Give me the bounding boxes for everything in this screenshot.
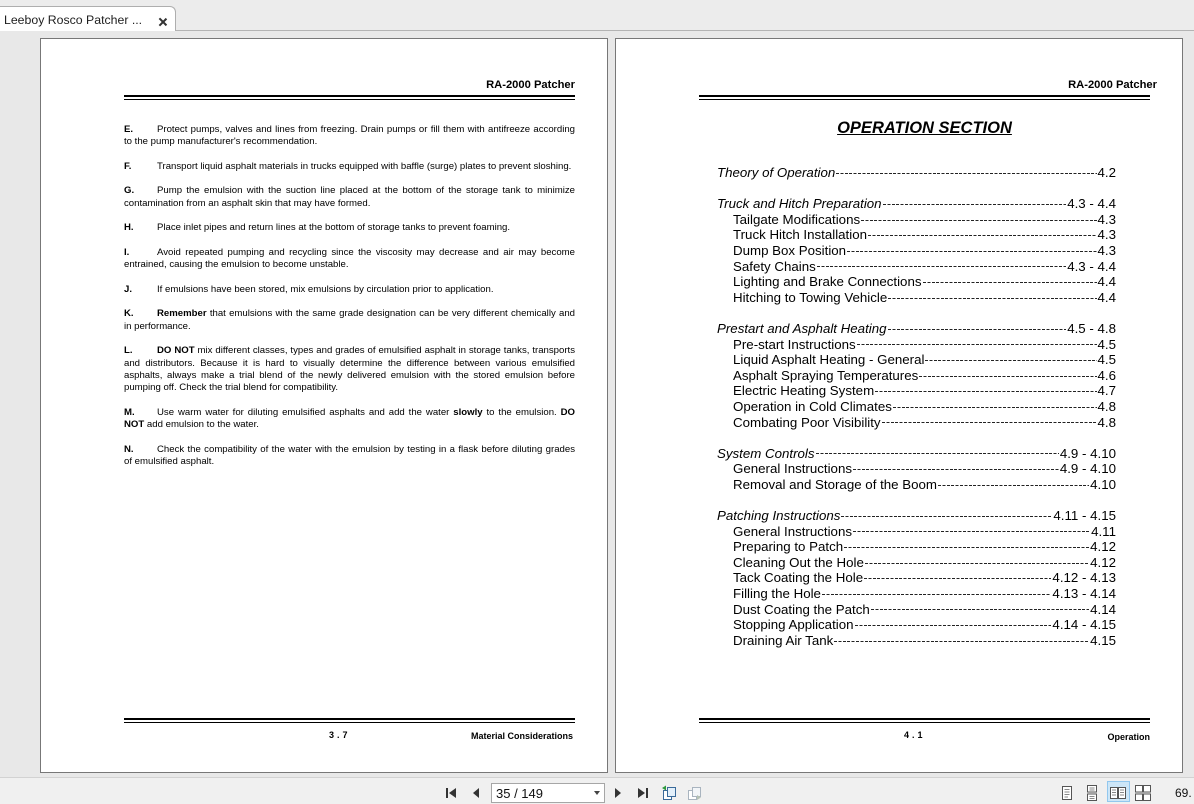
toc-page-range: 4.3 bbox=[1097, 211, 1116, 227]
toc-page-range: 4.8 bbox=[1097, 398, 1116, 414]
toc-entry-title: Cleaning Out the Hole bbox=[733, 554, 864, 570]
toc-entry-title: Preparing to Patch bbox=[733, 539, 844, 555]
toc-page-range: 4.9 - 4.10 bbox=[1059, 461, 1116, 477]
toc-subsection-row bbox=[717, 399, 1116, 415]
paragraph-text: Place inlet pipes and return lines at the bottom of storage tanks to prevent foaming. bbox=[157, 222, 511, 234]
emphasis-text: Remember bbox=[157, 308, 207, 320]
toc-section bbox=[717, 508, 1116, 648]
toc-subsection-row bbox=[717, 570, 1116, 586]
toc-leader bbox=[893, 407, 1097, 408]
toc-leader bbox=[816, 453, 1059, 454]
toc-page-range: 4.7 bbox=[1097, 383, 1116, 399]
toc-leader bbox=[882, 422, 1097, 423]
paragraph-letter: I. bbox=[124, 246, 130, 258]
toc-subsection-row bbox=[717, 227, 1116, 243]
emphasis-text: DO NOT bbox=[157, 345, 195, 357]
zoom-level-field[interactable]: 69. bbox=[1175, 786, 1192, 800]
bottom-toolbar bbox=[0, 777, 1194, 804]
toc-leader bbox=[853, 531, 1090, 532]
toc-entry-title: Tailgate Modifications bbox=[733, 211, 861, 227]
paragraph-text: Check the compatibility of the water with the emulsion by testing in a flask before diluting grades of emulsified asphalt. bbox=[124, 443, 575, 468]
toc-page-range: 4.9 - 4.10 bbox=[1059, 445, 1116, 461]
toc-subsection-row bbox=[717, 602, 1116, 618]
toc-subsection-row bbox=[717, 539, 1116, 555]
toc-section bbox=[717, 321, 1116, 430]
paragraph-letter: H. bbox=[124, 222, 134, 234]
paragraph bbox=[124, 444, 575, 469]
toc-leader bbox=[875, 391, 1096, 392]
previous-page-icon[interactable] bbox=[468, 785, 484, 801]
page-left bbox=[40, 38, 608, 773]
footer-rule bbox=[124, 718, 575, 723]
toc-subsection-row bbox=[717, 383, 1116, 399]
toc-section bbox=[717, 196, 1116, 305]
next-page-icon[interactable] bbox=[610, 785, 626, 801]
paragraph-letter: F. bbox=[124, 160, 132, 172]
toc-leader bbox=[888, 298, 1096, 299]
toc-subsection-row bbox=[717, 524, 1116, 540]
toc-leader bbox=[938, 485, 1089, 486]
toc-page-range: 4.6 bbox=[1097, 367, 1116, 383]
toc-subsection-row bbox=[717, 259, 1116, 275]
paragraph bbox=[124, 247, 575, 272]
paragraph-text: Protect pumps, valves and lines from freezing. Drain pumps or fill them with antifreeze according to the pump manufacturer's recommendation. bbox=[124, 124, 575, 148]
footer-section-title: Operation bbox=[1107, 732, 1150, 742]
toc-entry-title: Dump Box Position bbox=[733, 242, 847, 258]
toc-subsection-row bbox=[717, 212, 1116, 228]
toc-entry-title: Hitching to Towing Vehicle bbox=[733, 289, 888, 305]
toc-entry-title: Liquid Asphalt Heating - General bbox=[733, 352, 925, 368]
toc-section-row bbox=[717, 321, 1116, 337]
toc-leader bbox=[919, 376, 1096, 377]
paragraph bbox=[124, 185, 575, 210]
paragraph bbox=[124, 345, 575, 394]
toc-subsection-row bbox=[717, 461, 1116, 477]
toc-subsection-row bbox=[717, 274, 1116, 290]
footer-rule bbox=[699, 718, 1150, 723]
paragraph bbox=[124, 308, 575, 333]
first-page-icon[interactable] bbox=[443, 785, 459, 801]
toc-subsection-row bbox=[717, 243, 1116, 259]
tab-bar bbox=[0, 0, 1194, 31]
toc-entry-title: Dust Coating the Patch bbox=[733, 601, 870, 617]
toc-leader bbox=[923, 282, 1097, 283]
toc-page-range: 4.3 - 4.4 bbox=[1067, 196, 1116, 212]
toc-subsection-row bbox=[717, 415, 1116, 431]
toc-section-row bbox=[717, 165, 1116, 181]
page-number-field[interactable] bbox=[491, 783, 605, 803]
close-icon[interactable] bbox=[158, 17, 168, 27]
toc-subsection-row bbox=[717, 368, 1116, 384]
toc-entry-title: Draining Air Tank bbox=[733, 632, 834, 648]
paragraph-text: to the emulsion. bbox=[482, 406, 561, 418]
toc-leader bbox=[855, 625, 1052, 626]
toc-entry-title: Electric Heating System bbox=[733, 383, 875, 399]
toc-entry-title: Combating Poor Visibility bbox=[733, 414, 881, 430]
paragraph bbox=[124, 161, 575, 173]
toc-page-range: 4.12 bbox=[1090, 539, 1116, 555]
paragraph-text: Pump the emulsion with the suction line placed at the bottom of the storage tank to minimize contamination from an asphalt skin that may have formed. bbox=[124, 185, 575, 209]
toc-page-range: 4.3 bbox=[1097, 227, 1116, 243]
toc-page-range: 4.3 - 4.4 bbox=[1067, 258, 1116, 274]
toc-subsection-row bbox=[717, 352, 1116, 368]
page-header: RA-2000 Patcher bbox=[486, 79, 575, 91]
toc-page-range: 4.5 bbox=[1097, 336, 1116, 352]
toc-entry-title: Patching Instructions bbox=[717, 508, 841, 524]
toc-page-range: 4.10 bbox=[1090, 476, 1116, 492]
last-page-icon[interactable] bbox=[635, 785, 651, 801]
toc-page-range: 4.2 bbox=[1097, 165, 1116, 180]
paragraph-text: If emulsions have been stored, mix emulsions by circulation prior to application. bbox=[157, 283, 494, 295]
toc-entry-title: Pre-start Instructions bbox=[733, 336, 856, 352]
page-number-value[interactable]: 35 / 149 bbox=[496, 786, 543, 801]
paragraph-text: add emulsion to the water. bbox=[144, 419, 259, 431]
paragraph-letter: L. bbox=[124, 345, 133, 357]
toc-leader bbox=[925, 360, 1096, 361]
toc-entry-title: Theory of Operation bbox=[717, 165, 836, 180]
next-view-icon[interactable] bbox=[686, 785, 702, 801]
single-page-view-icon[interactable] bbox=[1059, 785, 1075, 801]
toc-entry-title: Prestart and Asphalt Heating bbox=[717, 320, 887, 336]
page-body-text bbox=[124, 124, 575, 481]
toc-leader bbox=[844, 547, 1089, 548]
facing-view-icon[interactable] bbox=[1110, 785, 1126, 801]
paragraph bbox=[124, 222, 575, 234]
toc-page-range: 4.13 - 4.14 bbox=[1052, 586, 1116, 602]
paragraph bbox=[124, 124, 575, 149]
toc-leader bbox=[834, 641, 1089, 642]
toc-section-row bbox=[717, 446, 1116, 462]
toc-subsection-row bbox=[717, 337, 1116, 353]
toc-entry-title: Asphalt Spraying Temperatures bbox=[733, 367, 919, 383]
toc-page-range: 4.12 - 4.13 bbox=[1052, 570, 1116, 586]
toc-subsection-row bbox=[717, 617, 1116, 633]
continuous-view-icon[interactable] bbox=[1084, 785, 1100, 801]
toc-leader bbox=[817, 266, 1066, 267]
paragraph-text: mix different classes, types and grades of emulsified asphalt in storage tanks, transports and distributors. Because it is hard to visually determine the difference between various emulsified asphalts, always make a trial blend of the newly delivered emulsion with the stored emulsion before pumping off. Check the trial blend for compatibility. bbox=[124, 345, 575, 394]
document-tab[interactable] bbox=[0, 6, 176, 31]
paragraph bbox=[124, 407, 575, 432]
document-viewer[interactable] bbox=[0, 31, 1194, 777]
toc-leader bbox=[871, 609, 1089, 610]
toc-subsection-row bbox=[717, 290, 1116, 306]
toc-page-range: 4.14 - 4.15 bbox=[1052, 617, 1116, 633]
toc-page-range: 4.3 bbox=[1097, 242, 1116, 258]
paragraph-letter: K. bbox=[124, 308, 134, 320]
toc-leader bbox=[861, 220, 1096, 221]
toc-entry-title: Truck and Hitch Preparation bbox=[717, 196, 882, 212]
paragraph-text: Transport liquid asphalt materials in trucks equipped with baffle (surge) plates to prevent sloshing. bbox=[157, 160, 572, 172]
toc-leader bbox=[857, 344, 1097, 345]
page-number: 4.1 bbox=[904, 730, 926, 740]
toc-page-range: 4.4 bbox=[1097, 289, 1116, 305]
toc-leader bbox=[888, 329, 1067, 330]
toc-entry-title: Truck Hitch Installation bbox=[733, 227, 868, 243]
toc-entry-title: Tack Coating the Hole bbox=[733, 570, 864, 586]
toc-leader bbox=[822, 594, 1051, 595]
toc-entry-title: Removal and Storage of the Boom bbox=[733, 476, 938, 492]
page-number: 3.7 bbox=[329, 730, 351, 740]
toc-page-range: 4.4 bbox=[1097, 274, 1116, 290]
emphasis-text: DO NOT bbox=[124, 406, 576, 431]
page-header: RA-2000 Patcher bbox=[1068, 79, 1157, 91]
toc-entry-title: General Instructions bbox=[733, 461, 852, 477]
header-rule bbox=[124, 95, 575, 100]
section-title: OPERATION SECTION bbox=[837, 119, 1012, 137]
toc-entry-title: System Controls bbox=[717, 445, 815, 461]
paragraph-letter: M. bbox=[124, 406, 135, 418]
toc-leader bbox=[836, 173, 1096, 174]
paragraph-text: Avoid repeated pumping and recycling since the viscosity may decrease and air may become entrained, causing the emulsion to become unstable. bbox=[124, 246, 575, 271]
toc-subsection-row bbox=[717, 555, 1116, 571]
toc-leader bbox=[865, 563, 1089, 564]
toc-leader bbox=[847, 251, 1096, 252]
paragraph-text: Use warm water for diluting emulsified asphalts and add the water bbox=[157, 406, 454, 418]
chevron-down-icon[interactable] bbox=[594, 791, 600, 795]
paragraph bbox=[124, 284, 575, 296]
paragraph-text: that emulsions with the same grade designation can be very different chemically and in performance. bbox=[124, 308, 575, 332]
toc-page-range: 4.11 - 4.15 bbox=[1053, 508, 1116, 524]
toc-section bbox=[717, 446, 1116, 493]
toc-leader bbox=[841, 516, 1052, 517]
toc-subsection-row bbox=[717, 477, 1116, 493]
previous-view-icon[interactable] bbox=[661, 785, 677, 801]
emphasis-text: slowly bbox=[453, 406, 483, 418]
header-rule bbox=[699, 95, 1150, 100]
toc-leader bbox=[883, 204, 1067, 205]
toc-page-range: 4.15 bbox=[1090, 632, 1116, 648]
table-of-contents bbox=[717, 165, 1116, 648]
paragraph-letter: E. bbox=[124, 124, 134, 135]
toc-subsection-row bbox=[717, 586, 1116, 602]
toc-page-range: 4.11 bbox=[1091, 523, 1116, 539]
toc-page-range: 4.12 bbox=[1090, 554, 1116, 570]
toc-page-range: 4.8 bbox=[1097, 414, 1116, 430]
toc-section bbox=[717, 165, 1116, 181]
paragraph-letter: N. bbox=[124, 443, 134, 455]
tab-title[interactable]: Leeboy Rosco Patcher ... bbox=[4, 13, 143, 27]
toc-leader bbox=[868, 235, 1096, 236]
toc-entry-title: Lighting and Brake Connections bbox=[733, 274, 922, 290]
paragraph-letter: J. bbox=[124, 283, 133, 295]
continuous-facing-view-icon[interactable] bbox=[1135, 785, 1151, 801]
paragraph-letter: G. bbox=[124, 185, 135, 197]
toc-entry-title: Operation in Cold Climates bbox=[733, 398, 892, 414]
toc-entry-title: Filling the Hole bbox=[733, 586, 821, 602]
toc-leader bbox=[864, 578, 1051, 579]
toc-page-range: 4.5 bbox=[1097, 352, 1116, 368]
toc-page-range: 4.14 bbox=[1090, 601, 1116, 617]
toc-subsection-row bbox=[717, 633, 1116, 649]
toc-entry-title: General Instructions bbox=[733, 523, 852, 539]
toc-section-row bbox=[717, 196, 1116, 212]
toc-entry-title: Safety Chains bbox=[733, 258, 816, 274]
footer-section-title: Material Considerations bbox=[470, 731, 573, 741]
page-right bbox=[615, 38, 1183, 773]
toc-leader bbox=[853, 469, 1059, 470]
toc-section-row bbox=[717, 508, 1116, 524]
toc-page-range: 4.5 - 4.8 bbox=[1067, 320, 1116, 336]
toc-entry-title: Stopping Application bbox=[733, 617, 854, 633]
